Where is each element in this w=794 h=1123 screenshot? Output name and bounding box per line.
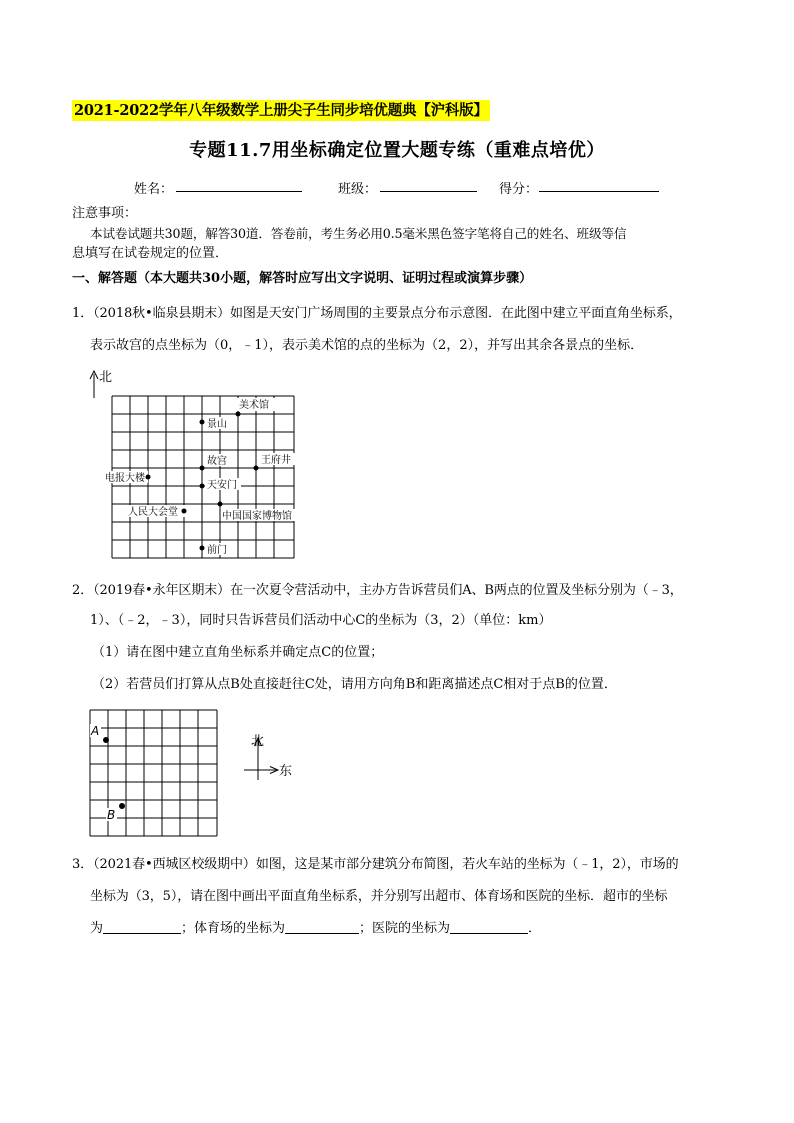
- landmark-label: 电报大楼: [105, 473, 145, 484]
- landmark-label: 故宫: [207, 456, 227, 467]
- landmark-point: [182, 509, 187, 514]
- q3-text-a: 为: [90, 921, 104, 936]
- q1-line-1: 1．（2018秋•临泉县期末）如图是天安门广场周围的主要景点分布示意图．在此图中建立平面直角坐标系，: [72, 306, 682, 321]
- q1-landmark-map: [84, 364, 314, 564]
- answer-blank-stadium[interactable]: [285, 919, 359, 934]
- landmark-point: [200, 420, 205, 425]
- answer-blank-supermarket[interactable]: [103, 919, 181, 934]
- q3-line-2: 坐标为（3，5），请在图中画出平面直角坐标系，并分别写出超市、体育场和医院的坐标．超市的坐标: [90, 889, 668, 904]
- landmark-label: 景山: [207, 419, 227, 430]
- compass-east-label: 东: [279, 764, 293, 779]
- class-blank[interactable]: [380, 191, 477, 192]
- landmark-label: 王府井: [261, 455, 291, 466]
- series-banner: 2021-2022学年八年级数学上册尖子生同步培优题典【沪科版】: [74, 102, 488, 119]
- notes-line-1: 本试卷试题共30题，解答30道．答卷前，考生务必用0.5毫米黑色签字笔将自己的姓名、班级等信: [90, 226, 627, 241]
- landmark-point: [200, 546, 205, 551]
- q2-line-1: 2．（2019春•永年区期末）在一次夏令营活动中，主办方告诉营员们A、B两点的位置及坐标分别为（﹣3，: [72, 583, 683, 598]
- name-blank[interactable]: [176, 191, 302, 192]
- point-b-label: B: [107, 808, 116, 822]
- landmark-point: [236, 412, 241, 417]
- landmark-label: 美术馆: [239, 400, 269, 411]
- landmark-point: [218, 502, 223, 507]
- landmark-label: 人民大会堂: [128, 507, 178, 518]
- landmark-point: [254, 466, 259, 471]
- q2-line-2: 1）、（﹣2，﹣3），同时只告诉营员们活动中心C的坐标为（3，2）（单位：km）: [90, 613, 552, 628]
- landmark-point: [146, 475, 151, 480]
- section-heading: 一、解答题（本大题共30小题，解答时应写出文字说明、证明过程或演算步骤）: [72, 271, 533, 286]
- q3-line-1: 3．（2021春•西城区校级期中）如图，这是某市部分建筑分布简图，若火车站的坐标为（﹣1，2），市场的: [72, 857, 679, 872]
- q3-text-c: ；医院的坐标为: [359, 921, 451, 936]
- q2-sub-2: （2）若营员们打算从点B处直接赶往C处，请用方向角B和距离描述点C相对于点B的位置．: [92, 677, 617, 692]
- q2-grid: [86, 706, 226, 846]
- north-label: 北: [99, 370, 113, 385]
- landmark-label: 前门: [207, 545, 227, 556]
- q3-text-b: ；体育场的坐标为: [181, 921, 286, 936]
- name-label: 姓名：: [134, 182, 174, 197]
- q3-line-3: [90, 919, 541, 939]
- landmark-label: 中国国家博物馆: [222, 511, 292, 522]
- q1-line-2: 表示故宫的点坐标为（0，﹣1），表示美术馆的点的坐标为（2，2），并写出其余各景点的坐标．: [90, 338, 644, 353]
- notes-heading: 注意事项：: [72, 206, 138, 221]
- compass-north-label: 北: [251, 734, 265, 749]
- landmark-label: 天安门: [207, 480, 237, 491]
- point-a: [103, 737, 109, 743]
- landmark-point: [200, 484, 205, 489]
- class-label: 班级：: [338, 182, 378, 197]
- page-title: 专题11.7用坐标确定位置大题专练（重难点培优）: [189, 140, 605, 161]
- point-b: [119, 803, 125, 809]
- q2-sub-1: （1）请在图中建立直角坐标系并确定点C的位置；: [92, 645, 384, 660]
- point-a-label: A: [91, 724, 100, 738]
- answer-blank-hospital[interactable]: [450, 919, 528, 934]
- landmark-point: [200, 466, 205, 471]
- notes-line-2: 息填写在试卷规定的位置．: [72, 246, 229, 261]
- q3-text-d: ．: [528, 921, 542, 936]
- score-label: 得分：: [499, 182, 539, 197]
- compass: [240, 730, 300, 786]
- north-arrow: [90, 371, 98, 398]
- score-blank[interactable]: [539, 191, 659, 192]
